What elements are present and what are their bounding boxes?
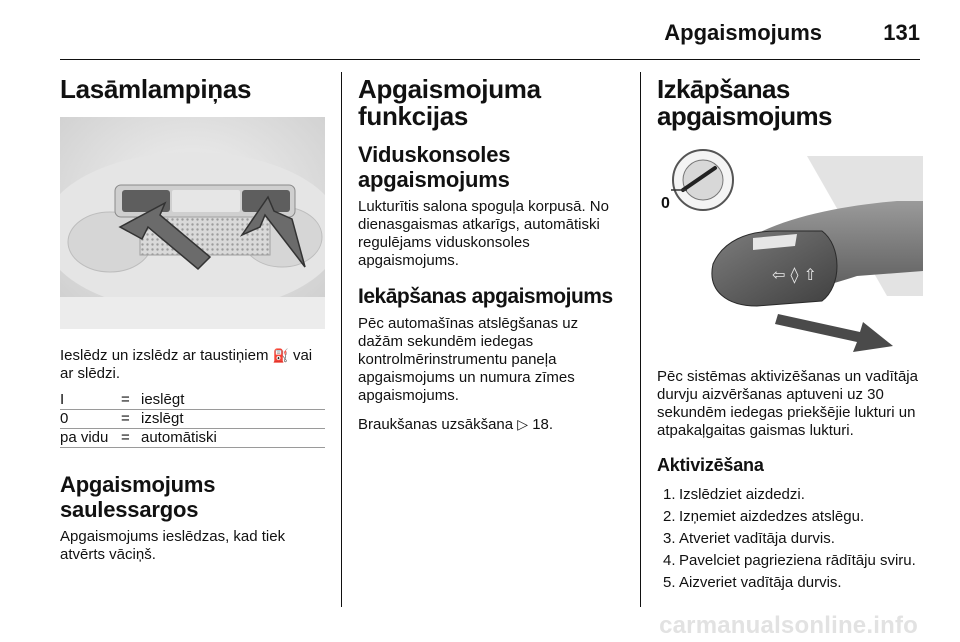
reading-lamp-intro bbox=[60, 347, 325, 383]
list-item bbox=[657, 530, 923, 548]
entry-lighting-text: Pēc automašīnas atslēgšanas uz dažām sekundēm iedegas kontrolmērinstrumentu paneļa apgaismojums un numura zīmes apgaismojums. bbox=[358, 315, 579, 404]
table-cell-term: I bbox=[60, 391, 121, 410]
table-row bbox=[60, 429, 325, 448]
step-text: Pavelciet pagrieziena rādītāju sviru. bbox=[679, 552, 916, 569]
heading-line: Apgaismojuma bbox=[358, 74, 541, 104]
list-item bbox=[657, 552, 923, 570]
intro-text-after: vai ar slēdzi. bbox=[60, 347, 313, 382]
page-reference-icon: ▷ bbox=[517, 416, 529, 432]
step-text: Aizveriet vadītāja durvis. bbox=[679, 574, 842, 591]
switch-position-table bbox=[60, 391, 325, 448]
column-divider-left bbox=[341, 72, 342, 607]
section-heading-reading-lamps: Lasāmlampiņas bbox=[60, 74, 252, 104]
heading-line: saulessargos bbox=[60, 497, 199, 522]
column-divider-right bbox=[640, 72, 641, 607]
subheading-console-lighting bbox=[358, 142, 624, 192]
lamp-button-icon: ⛽ bbox=[272, 348, 289, 363]
section-heading-exit-lighting: Izkāpšanas apgaismojums bbox=[657, 74, 832, 131]
watermark: carmanualsonline.info bbox=[659, 612, 918, 639]
column-lighting-functions bbox=[358, 76, 624, 434]
sunvisor-text: Apgaismojums ieslēdzas, kad tiek atvērts vāciņš. bbox=[60, 528, 286, 563]
header-divider bbox=[60, 59, 920, 60]
column-reading-lamps bbox=[60, 76, 325, 564]
reference-page: 18. bbox=[532, 416, 554, 433]
heading-line: apgaismojums bbox=[358, 167, 510, 192]
page-number: 131 bbox=[883, 20, 920, 45]
column-exit-lighting bbox=[657, 76, 923, 596]
table-row bbox=[60, 391, 325, 410]
console-lighting-text: Lukturītis salona spoguļa korpusā. No dienasgaismas atkarīgs, automātiski regulējams viduskonsoles apgaismojums. bbox=[358, 198, 609, 269]
step-text: Izņemiet aizdedzes atslēgu. bbox=[679, 508, 865, 525]
reference-text: Braukšanas uzsākšana bbox=[358, 416, 514, 433]
step-number: 3. bbox=[663, 530, 676, 547]
table-cell-meaning: automātiski bbox=[141, 429, 325, 448]
svg-text:⇦ ◊ ⇧: ⇦ ◊ ⇧ bbox=[772, 265, 817, 284]
reading-lamp-illustration bbox=[60, 117, 325, 329]
step-text: Izslēdziet aizdedzi. bbox=[679, 486, 805, 503]
exit-lighting-illustration bbox=[657, 146, 923, 356]
step-number: 1. bbox=[663, 486, 676, 503]
table-cell-term: pa vidu bbox=[60, 429, 121, 448]
table-cell-term: 0 bbox=[60, 410, 121, 429]
table-cell-meaning: ieslēgt bbox=[141, 391, 325, 410]
heading-line: Apgaismojums bbox=[60, 472, 216, 497]
table-cell-equals: = bbox=[121, 429, 141, 448]
exit-lighting-text: Pēc sistēmas aktivizēšanas un vadītāja durvju aizvēršanas aptuveni uz 30 sekundēm iedegas priekšējie lukturi un atpakaļgaitas gaismas lukturi. bbox=[657, 368, 918, 439]
step-text: Atveriet vadītāja durvis. bbox=[679, 530, 835, 547]
table-row bbox=[60, 410, 325, 429]
list-item bbox=[657, 508, 923, 526]
table-cell-equals: = bbox=[121, 410, 141, 429]
table-cell-equals: = bbox=[121, 391, 141, 410]
section-heading-lighting-functions bbox=[358, 76, 624, 130]
heading-line: funkcijas bbox=[358, 101, 469, 131]
turn-signal-lever-icon bbox=[657, 146, 923, 356]
activation-steps bbox=[657, 486, 923, 592]
list-item bbox=[657, 574, 923, 592]
step-number: 2. bbox=[663, 508, 676, 525]
intro-text-before: Ieslēdz un izslēdz ar taustiņiem bbox=[60, 347, 269, 364]
list-item bbox=[657, 486, 923, 504]
step-number: 5. bbox=[663, 574, 676, 591]
figure-label-zero: 0 bbox=[661, 195, 670, 212]
reading-lamp-icon bbox=[60, 117, 325, 329]
page-header-title: Apgaismojums bbox=[664, 20, 822, 45]
table-cell-meaning: izslēgt bbox=[141, 410, 325, 429]
heading-line: Viduskonsoles bbox=[358, 142, 511, 167]
subheading-activation: Aktivizēšana bbox=[657, 455, 764, 475]
cross-reference bbox=[358, 415, 624, 434]
subheading-entry-lighting: Iekāpšanas apgaismojums bbox=[358, 285, 613, 308]
section-heading-sunvisor bbox=[60, 472, 325, 522]
step-number: 4. bbox=[663, 552, 676, 569]
